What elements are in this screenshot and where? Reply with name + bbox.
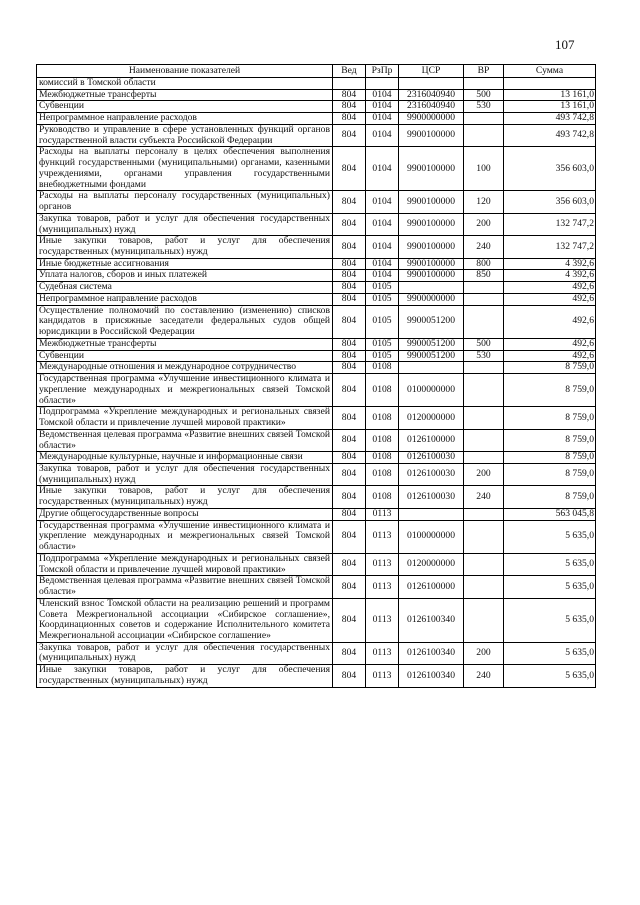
row-name: Расходы на выплаты персоналу в целях обеспечения выполнения функций государственными (муниципальными) органами, казенными учреждениями, органами управления государственными внебюджетными фондами <box>37 147 333 191</box>
row-sum: 5 635,0 <box>504 598 596 642</box>
row-name: Членский взнос Томской области на реализацию решений и программ Совета Межрегиональной ассоциации «Сибирское соглашение», Координационных советов и содержание Исполнительного комитета Межрегиональной ассоциации «Сибирское соглашение» <box>37 598 333 642</box>
row-ved: 804 <box>333 282 366 294</box>
table-row <box>37 508 596 520</box>
row-rzpr: 0104 <box>366 124 399 146</box>
header-rzpr: РзПр <box>366 65 399 78</box>
row-name: Ведомственная целевая программа «Развитие внешних связей Томской области» <box>37 429 333 451</box>
row-name: Ведомственная целевая программа «Развитие внешних связей Томской области» <box>37 576 333 598</box>
row-rzpr: 0108 <box>366 452 399 464</box>
row-rzpr: 0113 <box>366 665 399 687</box>
row-csr: 9900100000 <box>399 147 464 191</box>
row-csr <box>399 78 464 90</box>
table-row <box>37 374 596 407</box>
row-rzpr: 0108 <box>366 429 399 451</box>
row-csr <box>399 362 464 374</box>
row-sum: 8 759,0 <box>504 486 596 508</box>
row-name: Уплата налогов, сборов и иных платежей <box>37 270 333 282</box>
row-csr: 0126100030 <box>399 486 464 508</box>
table-row <box>37 463 596 485</box>
row-name: Международные отношения и международное сотрудничество <box>37 362 333 374</box>
row-sum <box>504 78 596 90</box>
row-csr: 9900100000 <box>399 236 464 258</box>
row-vr: 500 <box>464 338 504 350</box>
row-sum: 8 759,0 <box>504 452 596 464</box>
table-body <box>37 78 596 688</box>
row-sum: 8 759,0 <box>504 374 596 407</box>
row-csr <box>399 282 464 294</box>
row-csr: 9900051200 <box>399 305 464 338</box>
row-sum: 5 635,0 <box>504 576 596 598</box>
row-sum: 13 161,0 <box>504 101 596 113</box>
row-ved: 804 <box>333 147 366 191</box>
table-row <box>37 338 596 350</box>
row-csr: 9900100000 <box>399 258 464 270</box>
row-sum: 492,6 <box>504 282 596 294</box>
row-sum: 492,6 <box>504 350 596 362</box>
row-ved: 804 <box>333 101 366 113</box>
row-vr: 240 <box>464 486 504 508</box>
row-sum: 563 045,8 <box>504 508 596 520</box>
row-csr: 9900000000 <box>399 293 464 305</box>
row-rzpr: 0108 <box>366 407 399 429</box>
table-row <box>37 520 596 553</box>
row-name: Международные культурные, научные и информационные связи <box>37 452 333 464</box>
row-ved: 804 <box>333 236 366 258</box>
row-vr <box>464 362 504 374</box>
row-rzpr: 0104 <box>366 89 399 101</box>
row-name: Расходы на выплаты персоналу государственных (муниципальных) органов <box>37 191 333 213</box>
row-vr: 120 <box>464 191 504 213</box>
row-sum: 493 742,8 <box>504 124 596 146</box>
row-rzpr: 0104 <box>366 213 399 235</box>
table-row <box>37 236 596 258</box>
row-vr <box>464 429 504 451</box>
table-row <box>37 665 596 687</box>
row-vr: 200 <box>464 463 504 485</box>
row-vr <box>464 124 504 146</box>
row-name: Закупка товаров, работ и услуг для обеспечения государственных (муниципальных) нужд <box>37 642 333 664</box>
row-csr <box>399 508 464 520</box>
row-vr: 500 <box>464 89 504 101</box>
row-ved <box>333 78 366 90</box>
row-rzpr: 0113 <box>366 576 399 598</box>
table-header-row <box>37 65 596 78</box>
row-sum: 4 392,6 <box>504 258 596 270</box>
row-vr <box>464 553 504 575</box>
row-csr: 9900051200 <box>399 338 464 350</box>
row-sum: 356 603,0 <box>504 147 596 191</box>
row-sum: 8 759,0 <box>504 429 596 451</box>
row-vr: 240 <box>464 665 504 687</box>
row-ved: 804 <box>333 113 366 125</box>
row-vr <box>464 282 504 294</box>
row-ved: 804 <box>333 642 366 664</box>
table-row <box>37 305 596 338</box>
row-sum: 5 635,0 <box>504 553 596 575</box>
row-ved: 804 <box>333 350 366 362</box>
row-name: Непрограммное направление расходов <box>37 113 333 125</box>
row-name: Непрограммное направление расходов <box>37 293 333 305</box>
row-ved: 804 <box>333 89 366 101</box>
row-csr: 9900100000 <box>399 213 464 235</box>
row-csr: 2316040940 <box>399 89 464 101</box>
row-ved: 804 <box>333 338 366 350</box>
row-csr: 0126100340 <box>399 642 464 664</box>
table-row <box>37 486 596 508</box>
row-ved: 804 <box>333 362 366 374</box>
row-sum: 4 392,6 <box>504 270 596 282</box>
row-sum: 8 759,0 <box>504 407 596 429</box>
row-rzpr: 0104 <box>366 258 399 270</box>
row-vr <box>464 305 504 338</box>
row-rzpr: 0104 <box>366 191 399 213</box>
table-row <box>37 362 596 374</box>
row-ved: 804 <box>333 258 366 270</box>
row-sum: 492,6 <box>504 305 596 338</box>
row-ved: 804 <box>333 463 366 485</box>
row-vr: 850 <box>464 270 504 282</box>
table-row <box>37 213 596 235</box>
table-row <box>37 124 596 146</box>
row-rzpr: 0108 <box>366 463 399 485</box>
row-vr: 200 <box>464 642 504 664</box>
row-vr <box>464 598 504 642</box>
row-rzpr: 0108 <box>366 486 399 508</box>
header-vr: ВР <box>464 65 504 78</box>
row-sum: 8 759,0 <box>504 362 596 374</box>
header-ved: Вед <box>333 65 366 78</box>
row-csr: 9900051200 <box>399 350 464 362</box>
row-name: Другие общегосударственные вопросы <box>37 508 333 520</box>
row-vr <box>464 407 504 429</box>
row-vr: 530 <box>464 350 504 362</box>
row-csr: 0100000000 <box>399 520 464 553</box>
row-rzpr: 0104 <box>366 147 399 191</box>
row-rzpr: 0104 <box>366 270 399 282</box>
row-csr: 9900100000 <box>399 270 464 282</box>
row-rzpr: 0105 <box>366 305 399 338</box>
row-rzpr: 0105 <box>366 350 399 362</box>
row-vr: 100 <box>464 147 504 191</box>
row-name: Осуществление полномочий по составлению (изменению) списков кандидатов в присяжные заседатели федеральных судов общей юрисдикции в Российской Федерации <box>37 305 333 338</box>
row-rzpr: 0108 <box>366 362 399 374</box>
row-vr <box>464 78 504 90</box>
row-csr: 0126100000 <box>399 576 464 598</box>
row-vr <box>464 293 504 305</box>
row-sum: 493 742,8 <box>504 113 596 125</box>
row-rzpr: 0113 <box>366 520 399 553</box>
table-row <box>37 429 596 451</box>
row-ved: 804 <box>333 452 366 464</box>
row-sum: 132 747,2 <box>504 213 596 235</box>
row-vr <box>464 508 504 520</box>
row-sum: 5 635,0 <box>504 520 596 553</box>
table-row <box>37 576 596 598</box>
row-name: Руководство и управление в сфере установленных функций органов государственной власти субъекта Российской Федерации <box>37 124 333 146</box>
row-rzpr: 0105 <box>366 293 399 305</box>
row-vr <box>464 113 504 125</box>
row-ved: 804 <box>333 429 366 451</box>
row-rzpr: 0104 <box>366 101 399 113</box>
table-row <box>37 258 596 270</box>
row-name: Государственная программа «Улучшение инвестиционного климата и укрепление международных и межрегиональных связей Томской области» <box>37 520 333 553</box>
row-sum: 492,6 <box>504 338 596 350</box>
row-ved: 804 <box>333 665 366 687</box>
row-ved: 804 <box>333 520 366 553</box>
row-csr: 9900100000 <box>399 124 464 146</box>
row-rzpr: 0105 <box>366 338 399 350</box>
table-row <box>37 452 596 464</box>
row-name: Закупка товаров, работ и услуг для обеспечения государственных (муниципальных) нужд <box>37 463 333 485</box>
row-rzpr: 0108 <box>366 374 399 407</box>
row-csr: 9900000000 <box>399 113 464 125</box>
row-sum: 5 635,0 <box>504 665 596 687</box>
row-ved: 804 <box>333 213 366 235</box>
row-name: Иные закупки товаров, работ и услуг для обеспечения государственных (муниципальных) нужд <box>37 236 333 258</box>
row-name: Межбюджетные трансферты <box>37 89 333 101</box>
row-name: Закупка товаров, работ и услуг для обеспечения государственных (муниципальных) нужд <box>37 213 333 235</box>
row-csr: 2316040940 <box>399 101 464 113</box>
table-row <box>37 147 596 191</box>
row-csr: 9900100000 <box>399 191 464 213</box>
row-vr: 530 <box>464 101 504 113</box>
row-csr: 0120000000 <box>399 553 464 575</box>
row-name: Субвенции <box>37 101 333 113</box>
expenditure-table <box>36 64 596 688</box>
row-name: комиссий в Томской области <box>37 78 333 90</box>
row-vr <box>464 452 504 464</box>
table-row <box>37 407 596 429</box>
row-ved: 804 <box>333 191 366 213</box>
row-name: Подпрограмма «Укрепление международных и региональных связей Томской области и привлечение лучшей мировой практики» <box>37 407 333 429</box>
row-name: Иные бюджетные ассигнования <box>37 258 333 270</box>
row-vr <box>464 576 504 598</box>
row-name: Подпрограмма «Укрепление международных и региональных связей Томской области и привлечение лучшей мировой практики» <box>37 553 333 575</box>
row-name: Иные закупки товаров, работ и услуг для обеспечения государственных (муниципальных) нужд <box>37 665 333 687</box>
table-row <box>37 101 596 113</box>
row-ved: 804 <box>333 124 366 146</box>
row-ved: 804 <box>333 305 366 338</box>
row-csr: 0126100340 <box>399 598 464 642</box>
page-number: 107 <box>555 37 575 52</box>
table-row <box>37 642 596 664</box>
table-row <box>37 89 596 101</box>
row-csr: 0126100340 <box>399 665 464 687</box>
row-vr: 240 <box>464 236 504 258</box>
row-name: Иные закупки товаров, работ и услуг для обеспечения государственных (муниципальных) нужд <box>37 486 333 508</box>
row-name: Межбюджетные трансферты <box>37 338 333 350</box>
row-vr <box>464 374 504 407</box>
row-vr: 200 <box>464 213 504 235</box>
row-rzpr: 0104 <box>366 113 399 125</box>
row-csr: 0100000000 <box>399 374 464 407</box>
table-row <box>37 270 596 282</box>
row-csr: 0126100030 <box>399 463 464 485</box>
row-sum: 8 759,0 <box>504 463 596 485</box>
row-name: Государственная программа «Улучшение инвестиционного климата и укрепление международных и межрегиональных связей Томской области» <box>37 374 333 407</box>
table-row <box>37 553 596 575</box>
table-row <box>37 191 596 213</box>
header-name: Наименование показателей <box>37 65 333 78</box>
header-csr: ЦСР <box>399 65 464 78</box>
row-ved: 804 <box>333 293 366 305</box>
header-sum: Сумма <box>504 65 596 78</box>
row-ved: 804 <box>333 508 366 520</box>
table-row <box>37 293 596 305</box>
table-row <box>37 282 596 294</box>
row-name: Судебная система <box>37 282 333 294</box>
row-ved: 804 <box>333 598 366 642</box>
row-ved: 804 <box>333 270 366 282</box>
row-csr: 0126100000 <box>399 429 464 451</box>
row-sum: 5 635,0 <box>504 642 596 664</box>
row-ved: 804 <box>333 407 366 429</box>
row-sum: 492,6 <box>504 293 596 305</box>
row-rzpr: 0105 <box>366 282 399 294</box>
row-rzpr: 0113 <box>366 598 399 642</box>
row-csr: 0126100030 <box>399 452 464 464</box>
row-csr: 0120000000 <box>399 407 464 429</box>
row-rzpr: 0104 <box>366 236 399 258</box>
row-name: Субвенции <box>37 350 333 362</box>
row-vr <box>464 520 504 553</box>
table-row <box>37 113 596 125</box>
row-rzpr: 0113 <box>366 642 399 664</box>
row-rzpr: 0113 <box>366 508 399 520</box>
table-row <box>37 350 596 362</box>
row-rzpr: 0113 <box>366 553 399 575</box>
row-vr: 800 <box>464 258 504 270</box>
row-sum: 13 161,0 <box>504 89 596 101</box>
row-sum: 356 603,0 <box>504 191 596 213</box>
row-rzpr <box>366 78 399 90</box>
row-ved: 804 <box>333 486 366 508</box>
row-sum: 132 747,2 <box>504 236 596 258</box>
row-ved: 804 <box>333 374 366 407</box>
table-row <box>37 78 596 90</box>
row-ved: 804 <box>333 553 366 575</box>
table-row <box>37 598 596 642</box>
row-ved: 804 <box>333 576 366 598</box>
